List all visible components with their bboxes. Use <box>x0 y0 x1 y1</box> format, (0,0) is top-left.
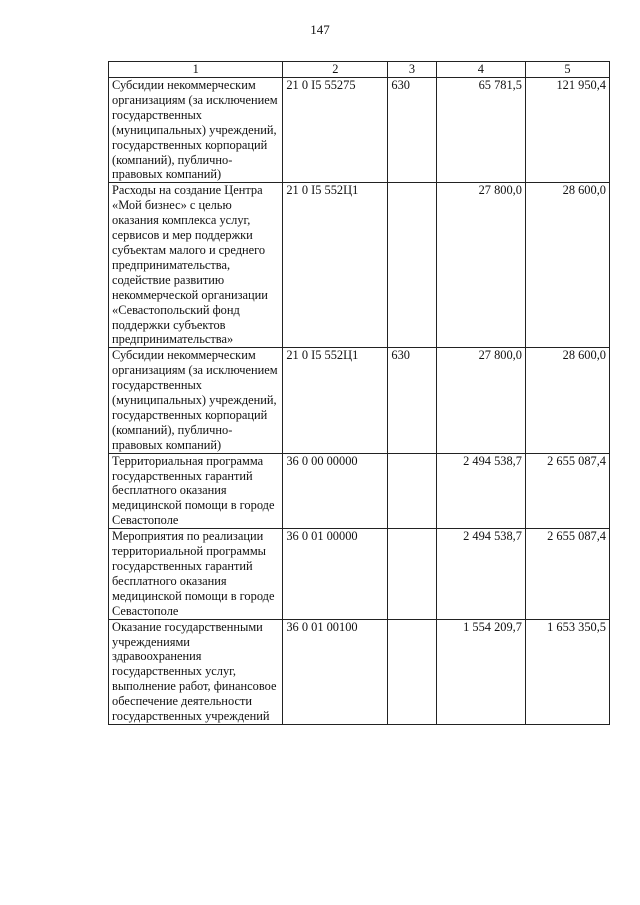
amount-col5-cell: 28 600,0 <box>525 183 609 348</box>
expense-type-cell: 630 <box>388 78 436 183</box>
amount-col4-cell: 27 800,0 <box>436 348 525 453</box>
amount-col5-cell: 121 950,4 <box>525 78 609 183</box>
target-code-cell: 36 0 00 00000 <box>283 453 388 529</box>
table-row <box>109 183 610 348</box>
expense-type-cell: 630 <box>388 348 436 453</box>
amount-col4-cell: 1 554 209,7 <box>436 619 525 724</box>
table-row <box>109 348 610 453</box>
expense-type-cell <box>388 183 436 348</box>
target-code-cell: 21 0 I5 552Ц1 <box>283 183 388 348</box>
column-header-3: 3 <box>388 62 436 78</box>
column-header-5: 5 <box>525 62 609 78</box>
expense-name-cell: Субсидии некоммерческим организациям (за исключением государственных (муниципальных) учреждений, государственных корпораций (компаний), публично-правовых компаний) <box>109 78 283 183</box>
expense-type-cell <box>388 453 436 529</box>
amount-col4-cell: 27 800,0 <box>436 183 525 348</box>
amount-col5-cell: 2 655 087,4 <box>525 529 609 619</box>
expense-name-cell: Расходы на создание Центра «Мой бизнес» с целью оказания комплекса услуг, сервисов и мер поддержки субъектам малого и среднего предпринимательства, содействие развитию некоммерческой организации «Севастопольский фонд поддержки субъектов предпринимательства» <box>109 183 283 348</box>
column-header-4: 4 <box>436 62 525 78</box>
column-header-1: 1 <box>109 62 283 78</box>
expense-type-cell <box>388 619 436 724</box>
amount-col5-cell: 2 655 087,4 <box>525 453 609 529</box>
amount-col4-cell: 2 494 538,7 <box>436 529 525 619</box>
header-row <box>109 62 610 78</box>
target-code-cell: 36 0 01 00100 <box>283 619 388 724</box>
target-code-cell: 21 0 I5 552Ц1 <box>283 348 388 453</box>
target-code-cell: 36 0 01 00000 <box>283 529 388 619</box>
table-row <box>109 619 610 724</box>
table-row <box>109 78 610 183</box>
expense-name-cell: Субсидии некоммерческим организациям (за исключением государственных (муниципальных) учреждений, государственных корпораций (компаний), публично-правовых компаний) <box>109 348 283 453</box>
budget-table <box>108 61 610 725</box>
page-number: 147 <box>310 22 330 37</box>
expense-name-cell: Территориальная программа государственных гарантий бесплатного оказания медицинской помощи в городе Севастополе <box>109 453 283 529</box>
expense-name-cell: Оказание государственными учреждениями здравоохранения государственных услуг, выполнение работ, финансовое обеспечение деятельности государственных учреждений <box>109 619 283 724</box>
amount-col5-cell: 28 600,0 <box>525 348 609 453</box>
table-row <box>109 453 610 529</box>
column-header-2: 2 <box>283 62 388 78</box>
amount-col4-cell: 2 494 538,7 <box>436 453 525 529</box>
expense-name-cell: Мероприятия по реализации территориальной программы государственных гарантий бесплатного оказания медицинской помощи в городе Севастополе <box>109 529 283 619</box>
amount-col4-cell: 65 781,5 <box>436 78 525 183</box>
expense-type-cell <box>388 529 436 619</box>
target-code-cell: 21 0 I5 55275 <box>283 78 388 183</box>
table-row <box>109 529 610 619</box>
amount-col5-cell: 1 653 350,5 <box>525 619 609 724</box>
